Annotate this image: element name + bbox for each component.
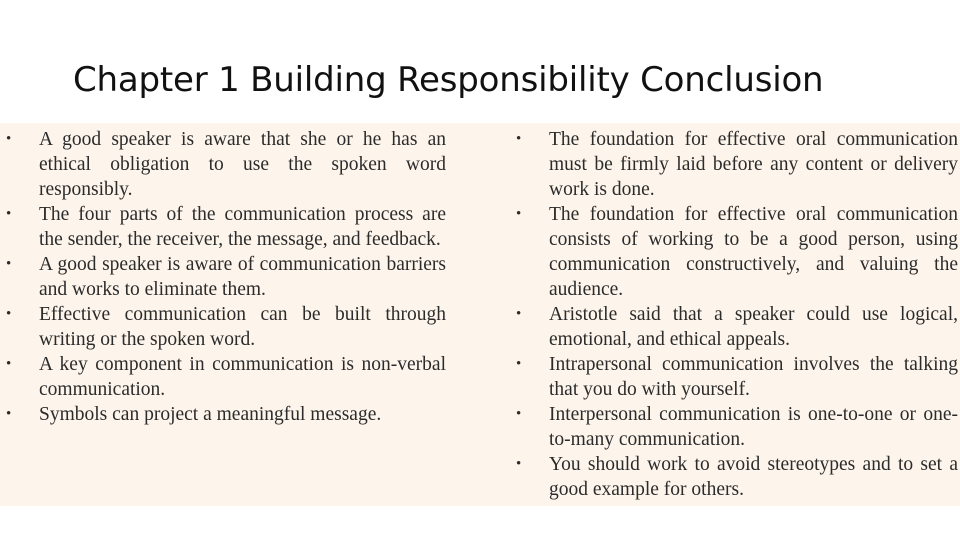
list-item (0, 127, 446, 202)
summary-panel (0, 123, 960, 506)
list-item (0, 402, 446, 427)
bullet-icon: • (516, 356, 522, 372)
list-item-text: Aristotle said that a speaker could use logical, emotional, and ethical appeals. (549, 304, 958, 350)
list-item (510, 402, 958, 452)
list-item-text: Effective communication can be built through writing or the spoken word. (39, 304, 446, 350)
list-item-text: You should work to avoid stereotypes and to set a good example for others. (549, 454, 958, 500)
list-item-text: The four parts of the communication process are the sender, the receiver, the message, and feedback. (39, 204, 446, 250)
bullet-icon: • (6, 406, 12, 422)
list-item (0, 202, 446, 252)
list-item-text: Intrapersonal communication involves the talking that you do with yourself. (549, 354, 958, 400)
list-item (510, 452, 958, 502)
list-item (0, 252, 446, 302)
list-item (510, 352, 958, 402)
list-item-text: A good speaker is aware that she or he has an ethical obligation to use the spoken word responsibly. (39, 129, 446, 200)
list-item (0, 302, 446, 352)
list-item (510, 127, 958, 202)
bullet-icon: • (6, 206, 12, 222)
bullet-icon: • (516, 131, 522, 147)
bullet-icon: • (516, 406, 522, 422)
list-item-text: Interpersonal communication is one-to-one or one-to-many communication. (549, 404, 958, 450)
bullet-icon: • (6, 256, 12, 272)
bullet-icon: • (6, 356, 12, 372)
right-bullet-list (510, 127, 958, 502)
list-item-text: The foundation for effective oral communication must be firmly laid before any content or delivery work is done. (549, 129, 958, 200)
slide-title: Chapter 1 Building Responsibility Conclusion (73, 60, 824, 100)
list-item (0, 352, 446, 402)
left-bullet-list (0, 127, 446, 427)
list-item-text: A good speaker is aware of communication barriers and works to eliminate them. (39, 254, 446, 300)
bullet-icon: • (516, 306, 522, 322)
list-item-text: A key component in communication is non-verbal communication. (39, 354, 446, 400)
bullet-icon: • (516, 456, 522, 472)
bullet-icon: • (6, 306, 12, 322)
list-item-text: Symbols can project a meaningful message. (39, 404, 382, 425)
list-item (510, 202, 958, 302)
bullet-icon: • (6, 131, 12, 147)
bullet-icon: • (516, 206, 522, 222)
list-item-text: The foundation for effective oral communication consists of working to be a good person, using communication constructively, and valuing the audience. (549, 204, 958, 300)
list-item (510, 302, 958, 352)
